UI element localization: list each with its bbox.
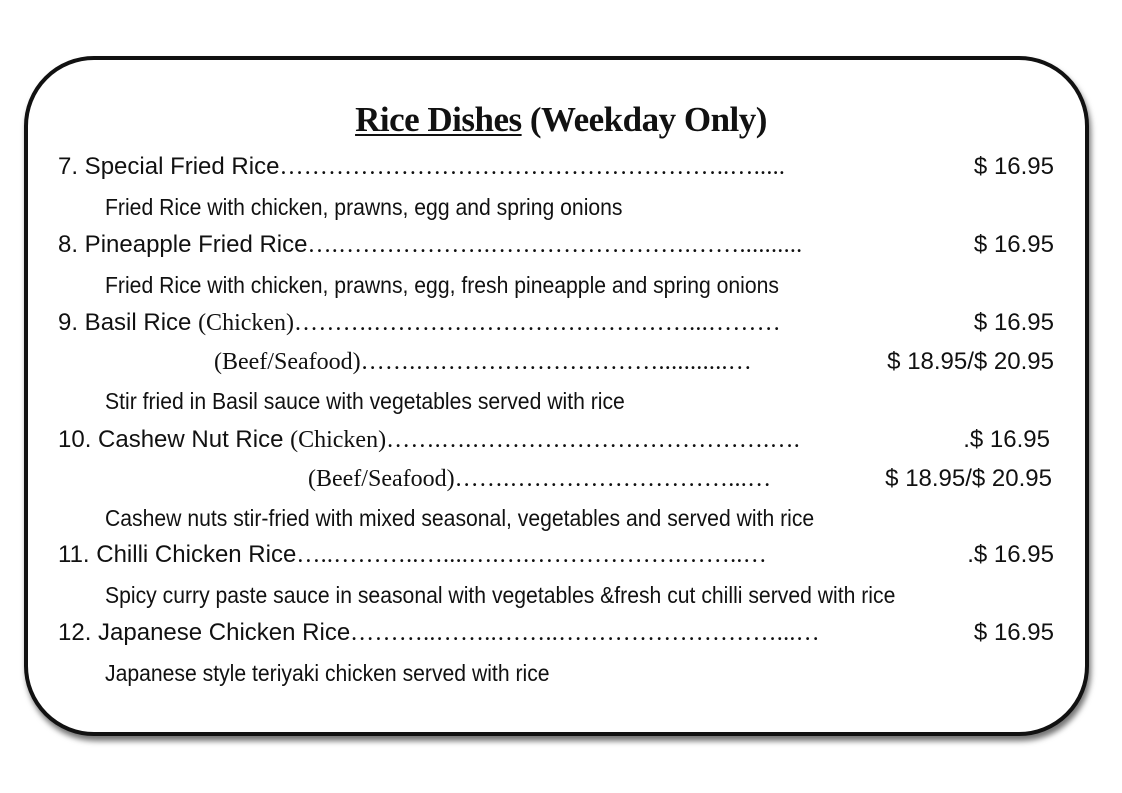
menu-item-11 (58, 541, 767, 569)
item-name: 10. Cashew Nut Rice (58, 426, 291, 453)
item-price: $ 16.95 (973, 231, 1054, 258)
menu-title-underlined: Rice Dishes (355, 100, 522, 139)
item-description: Spicy curry paste sauce in seasonal with vegetables &fresh cut chilli served with rice (105, 582, 896, 608)
item-name: 8. Pineapple Fried Rice (58, 231, 308, 258)
item-description: Japanese style teriyaki chicken served with rice (105, 660, 550, 686)
menu-item-10 (58, 426, 800, 454)
menu-title-subtitle: (Weekday Only) (521, 100, 767, 139)
item-price-variant: $ 18.95/$ 20.95 (885, 465, 1052, 492)
item-price: $ 16.95 (973, 619, 1054, 646)
item-name: 12. Japanese Chicken Rice (58, 619, 351, 646)
item-price: $ 16.95 (973, 153, 1054, 180)
item-price: $ 16.95 (973, 309, 1054, 336)
leader-dots: ………..……..……..………………………...… (350, 620, 820, 646)
leader-dots: …….….……………………………….…. (386, 427, 801, 453)
menu-item-10-variant (308, 465, 771, 493)
leader-dots: ………………………………………………..…..... (279, 154, 786, 180)
leader-dots: ….……………….…………………….…….......... (307, 232, 803, 258)
menu-title (0, 100, 1122, 140)
item-name: 7. Special Fried Rice (58, 153, 280, 180)
item-description: Cashew nuts stir-fried with mixed seasonal, vegetables and served with rice (105, 505, 815, 531)
menu-item-9-variant (214, 348, 752, 376)
leader-dots: …….…………………………...........… (360, 349, 753, 375)
leader-dots: …….………………………...… (454, 466, 772, 492)
item-description: Fried Rice with chicken, prawns, egg and spring onions (105, 194, 623, 220)
item-description: Fried Rice with chicken, prawns, egg, fresh pineapple and spring onions (105, 272, 779, 298)
item-price: .$ 16.95 (967, 541, 1054, 568)
item-variant: (Chicken) (290, 427, 387, 453)
menu-item-12 (58, 619, 820, 647)
item-price: .$ 16.95 (963, 426, 1050, 453)
item-description: Stir fried in Basil sauce with vegetables served with rice (105, 388, 625, 414)
item-name: 9. Basil Rice (58, 309, 199, 336)
item-price-variant: $ 18.95/$ 20.95 (887, 348, 1054, 375)
leader-dots: …..………..…....….….……………….……..… (296, 542, 768, 568)
item-name: 11. Chilli Chicken Rice (58, 541, 297, 568)
item-variant: (Chicken) (198, 310, 295, 336)
menu-item-8 (58, 231, 802, 259)
item-variant: (Beef/Seafood) (214, 349, 361, 375)
menu-item-7 (58, 153, 785, 181)
item-variant: (Beef/Seafood) (308, 466, 455, 492)
leader-dots: ……….…………………………………...……… (294, 310, 781, 336)
menu-item-9 (58, 309, 781, 337)
